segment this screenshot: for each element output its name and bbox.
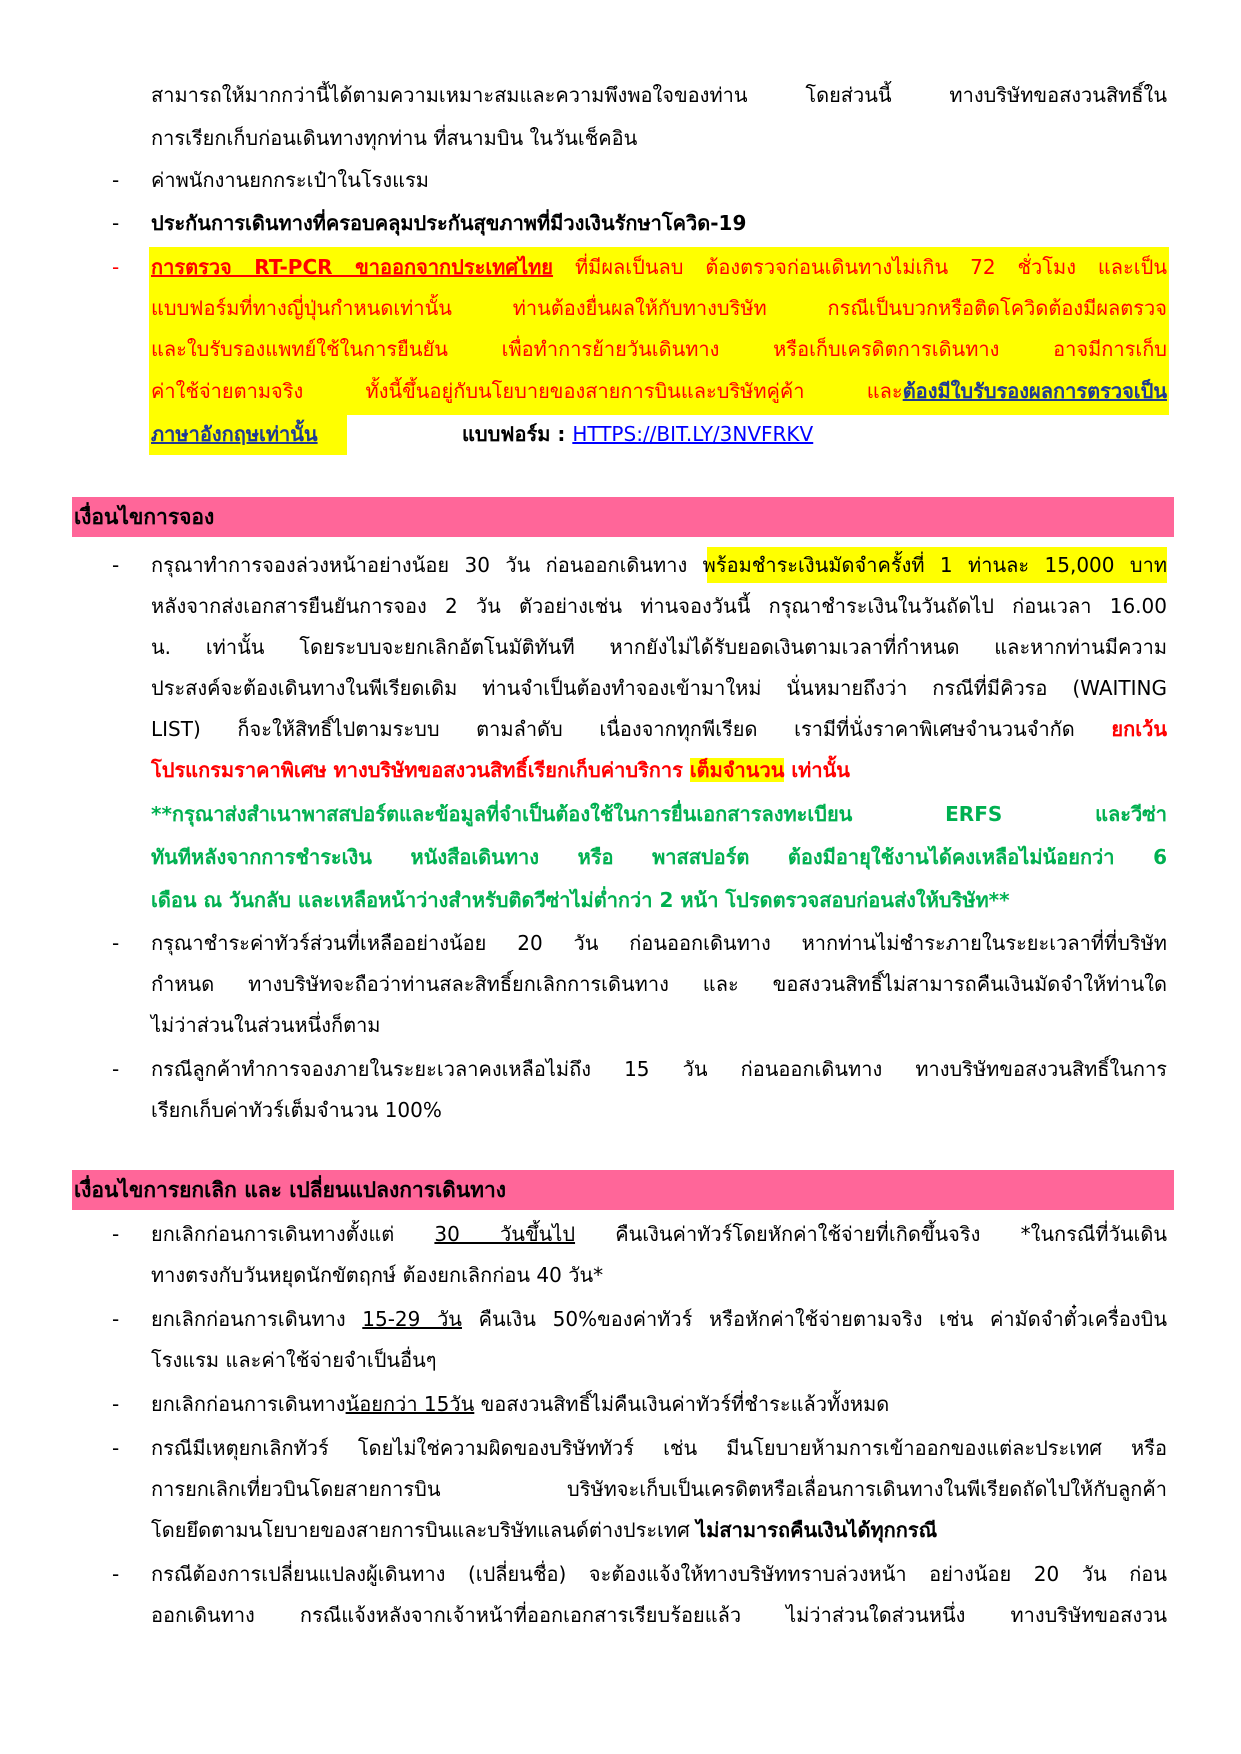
bullet-dash: - <box>112 931 120 955</box>
special-price-note: โปรแกรมราคาพิเศษ ทางบริษัทขอสงวนสิทธิ์เรียกเก็บค่าบริการ <box>151 758 690 782</box>
section-header-booking: เงื่อนไขการจอง <box>72 497 1174 537</box>
passport-note-line-2: ทันทีหลังจากการชำระเงิน หนังสือเดินทาง หรือ พาสสปอร์ต ต้องมีอายุใช้งานได้คงเหลือไม่น้อยกว่า 6 <box>151 845 1167 869</box>
booking-b2-line-1: กรุณาชำระค่าทัวร์ส่วนที่เหลืออย่างน้อย 20 วัน ก่อนออกเดินทาง หากท่านไม่ชำระภายในระยะเวลาที่ที่บริษัท <box>151 931 1167 955</box>
cancel-c2-line-1 <box>151 1302 1167 1336</box>
rtpcr-line-1 <box>151 250 1167 284</box>
bullet-dash: - <box>112 1057 120 1081</box>
only-label: เท่านั้น <box>784 758 850 782</box>
booking-b1-line-4: ประสงค์จะต้องเดินทางในพีเรียดเดิม ท่านจำเป็นต้องทำจองเข้ามาใหม่ นั่นหมายถึงว่า กรณีที่มีคิวรอ (WAITING <box>151 676 1167 700</box>
bullet-dash: - <box>112 553 120 577</box>
booking-b3-line-2: เรียกเก็บค่าทัวร์เต็มจำนวน 100% <box>151 1098 442 1122</box>
booking-b1-line-1-pre: กรุณาทำการจองล่วงหน้าอย่างน้อย 30 วัน ก่อนออกเดินทาง <box>151 553 703 577</box>
cancel-c5-line-1: กรณีต้องการเปลี่ยนแปลงผู้เดินทาง (เปลี่ยนชื่อ) จะต้องแจ้งให้ทางบริษัททราบล่วงหน้า อย่างน้อย 20 วัน ก่อน <box>151 1562 1167 1586</box>
cancel-c1-line-1 <box>151 1217 1167 1251</box>
cancel-c2-pre: ยกเลิกก่อนการเดินทาง <box>151 1307 363 1331</box>
cancel-c1-pre: ยกเลิกก่อนการเดินทางตั้งแต่ <box>151 1222 435 1246</box>
bullet-porter-fee: ค่าพนักงานยกกระเป๋าในโรงแรม <box>151 168 429 192</box>
cancel-c4-line-3 <box>151 1513 1167 1547</box>
cancel-less-15-days: น้อยกว่า 15วัน <box>345 1392 475 1416</box>
booking-b1-line-6 <box>151 753 850 787</box>
rtpcr-line-2: แบบฟอร์มที่ทางญี่ปุ่นกำหนดเท่านั้น ท่านต้องยื่นผลให้กับทางบริษัท กรณีเป็นบวกหรือติดโควิดต้องมีผลตรวจ <box>151 296 1167 320</box>
booking-b2-line-3: ไม่ว่าส่วนในส่วนหนึ่งก็ตาม <box>151 1013 381 1037</box>
cancel-c3-pre: ยกเลิกก่อนการเดินทาง <box>151 1392 346 1416</box>
cancel-30-days: 30 วันขึ้นไป <box>434 1222 576 1246</box>
no-refund-note: ไม่สามารถคืนเงินได้ทุกกรณี <box>696 1518 938 1542</box>
bullet-dash: - <box>112 255 120 279</box>
form-link[interactable]: HTTPS://BIT.LY/3NVFRKV <box>572 422 814 446</box>
booking-b3-line-1: กรณีลูกค้าทำการจองภายในระยะเวลาคงเหลือไม่ถึง 15 วัน ก่อนออกเดินทาง ทางบริษัทขอสงวนสิทธิ์ในการ <box>151 1057 1167 1081</box>
booking-b1-line-5 <box>151 712 1167 746</box>
booking-b1-line-3: น. เท่านั้น โดยระบบจะยกเลิกอัตโนมัติทันที หากยังไม่ได้รับยอดเงินตามเวลาที่กำหนด และหากท่านมีความ <box>151 635 1167 659</box>
rtpcr-english-cert-note: ต้องมีใบรับรองผลการตรวจเป็น <box>902 379 1167 403</box>
rtpcr-line-4 <box>151 374 1167 408</box>
bullet-dash: - <box>112 211 120 235</box>
cancel-c2-line-2: โรงแรม และค่าใช้จ่ายจำเป็นอื่นๆ <box>151 1348 437 1372</box>
full-amount-highlight: เต็มจำนวน <box>689 758 785 782</box>
section-header-cancellation: เงื่อนไขการยกเลิก และ เปลี่ยนแปลงการเดินทาง <box>72 1170 1174 1210</box>
except-label: ยกเว้น <box>1111 717 1167 741</box>
rtpcr-line-5 <box>151 417 318 451</box>
passport-note-line-3: เดือน ณ วันกลับ และเหลือหน้าว่างสำหรับติดวีซ่าไม่ต่ำกว่า 2 หน้า โปรดตรวจสอบก่อนส่งให้บริษัท** <box>151 888 1010 912</box>
bullet-dash: - <box>112 1392 120 1416</box>
cancel-c5-line-2: ออกเดินทาง กรณีแจ้งหลังจากเจ้าหน้าที่ออกเอกสารเรียบร้อยแล้ว ไม่ว่าส่วนใดส่วนหนึ่ง ทางบริษัทขอสงวน <box>151 1603 1167 1627</box>
intro-line-1: สามารถให้มากกว่านี้ได้ตามความเหมาะสมและความพึงพอใจของท่าน โดยส่วนนี้ ทางบริษัทขอสงวนสิทธิ์ใน <box>151 83 1167 107</box>
cancel-c4-pre: โดยยึดตามนโยบายของสายการบินและบริษัทแลนด์ต่างประเทศ <box>151 1518 697 1542</box>
bullet-travel-insurance: ประกันการเดินทางที่ครอบคลุมประกันสุขภาพที่มีวงเงินรักษาโควิด-19 <box>151 211 747 235</box>
rtpcr-line-3: และใบรับรองแพทย์ใช้ในการยืนยัน เพื่อทำการย้ายวันเดินทาง หรือเก็บเครดิตการเดินทาง อาจมีการเก็บ <box>151 337 1167 361</box>
cancel-c3-post: ขอสงวนสิทธิ์ไม่คืนเงินค่าทัวร์ที่ชำระแล้วทั้งหมด <box>474 1392 890 1416</box>
rtpcr-title: การตรวจ RT-PCR ขาออกจากประเทศไทย <box>151 255 554 279</box>
bullet-dash: - <box>112 1222 120 1246</box>
deposit-amount-note: พร้อมชำระเงินมัดจำครั้งที่ 1 ท่านละ 15,000 บาท <box>702 553 1167 577</box>
rtpcr-english-only: ภาษาอังกฤษเท่านั้น <box>151 422 318 446</box>
rtpcr-line-1-rest: ที่มีผลเป็นลบ ต้องตรวจก่อนเดินทางไม่เกิน 72 ชั่วโมง และเป็น <box>553 255 1167 279</box>
form-row <box>462 417 813 451</box>
booking-b2-line-2: กำหนด ทางบริษัทจะถือว่าท่านสละสิทธิ์ยกเลิกการเดินทาง และ ขอสงวนสิทธิ์ไม่สามารถคืนเงินมัดจำให้ท่านใด <box>151 972 1167 996</box>
rtpcr-line-4-red: ค่าใช้จ่ายตามจริง ทั้งนี้ขึ้นอยู่กับนโยบายของสายการบินและบริษัทคู่ค้า และ <box>151 379 903 403</box>
booking-b1-line-2: หลังจากส่งเอกสารยืนยันการจอง 2 วัน ตัวอย่างเช่น ท่านจองวันนี้ กรุณาชำระเงินในวันถัดไป ก่อนเวลา 16.00 <box>151 594 1167 618</box>
cancel-c1-line-2: ทางตรงกับวันหยุดนักขัตฤกษ์ ต้องยกเลิกก่อน 40 วัน* <box>151 1263 604 1287</box>
bullet-dash: - <box>112 168 120 192</box>
intro-line-2: การเรียกเก็บก่อนเดินทางทุกท่าน ที่สนามบิน ในวันเช็คอิน <box>151 126 638 150</box>
bullet-dash: - <box>112 1436 120 1460</box>
passport-note-line-1: **กรุณาส่งสำเนาพาสสปอร์ตและข้อมูลที่จำเป็นต้องใช้ในการยื่นเอกสารลงทะเบียน ERFS และวีซ่า <box>151 802 1167 826</box>
form-label: แบบฟอร์ม : <box>462 422 573 446</box>
cancel-c3-line-1 <box>151 1387 1167 1421</box>
cancel-c4-line-2: การยกเลิกเที่ยวบินโดยสายการบิน บริษัทจะเก็บเป็นเครดิตหรือเลื่อนการเดินทางในพีเรียดถัดไปให้กับลูกค้า <box>151 1477 1167 1501</box>
booking-b1-line-1 <box>151 548 1167 582</box>
cancel-15-29-days: 15-29 วัน <box>362 1307 462 1331</box>
cancel-c2-post: คืนเงิน 50%ของค่าทัวร์ หรือหักค่าใช้จ่ายตามจริง เช่น ค่ามัดจำตั๋วเครื่องบิน <box>461 1307 1167 1331</box>
cancel-c4-line-1: กรณีมีเหตุยกเลิกทัวร์ โดยไม่ใช่ความผิดของบริษัททัวร์ เช่น มีนโยบายห้ามการเข้าออกของแต่ละประเทศ หรือ <box>151 1436 1167 1460</box>
bullet-dash: - <box>112 1307 120 1331</box>
booking-b1-line-5-pre: LIST) ก็จะให้สิทธิ์ไปตามระบบ ตามลำดับ เนื่องจากทุกพีเรียด เรามีที่นั่งราคาพิเศษจำนวนจำกัด <box>151 717 1112 741</box>
bullet-dash: - <box>112 1562 120 1586</box>
cancel-c1-post: คืนเงินค่าทัวร์โดยหักค่าใช้จ่ายที่เกิดขึ้นจริง *ในกรณีที่วันเดิน <box>575 1222 1167 1246</box>
